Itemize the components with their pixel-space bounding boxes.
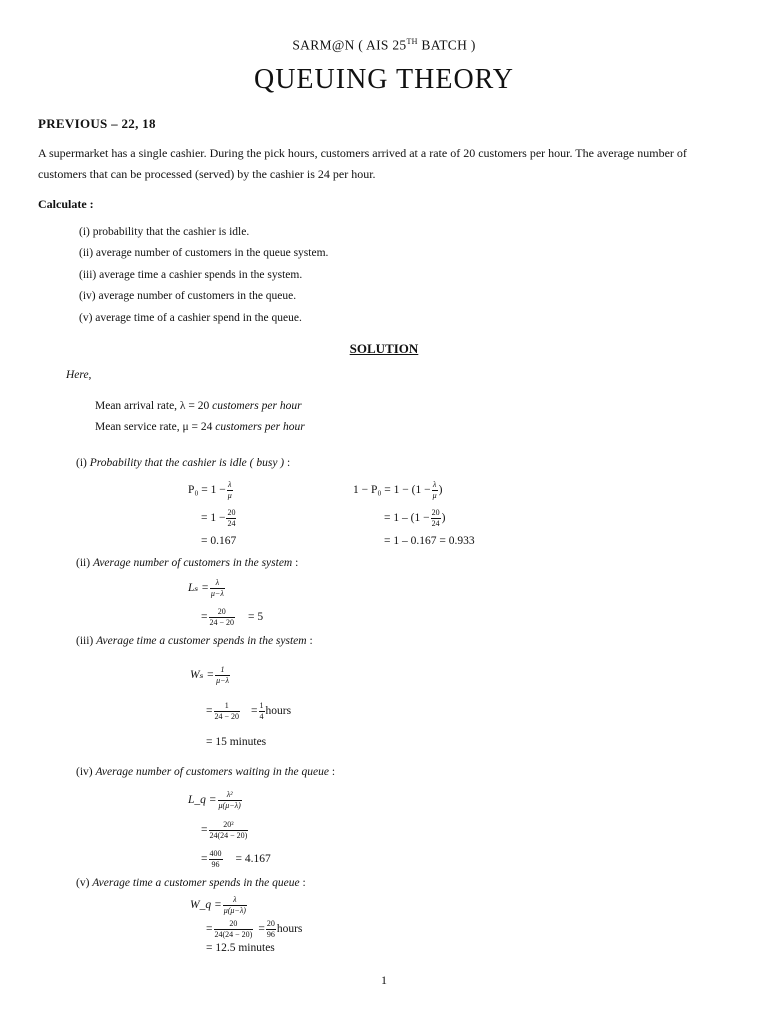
- wq-substitution: = $\frac{20}{24(24 - 20)}$ = $\frac{20}{96}$ hours: [206, 919, 303, 939]
- ls-substitution: = $\frac{20}{24 - 20}$ = 5: [201, 607, 264, 627]
- ws-result: = 15 minutes: [206, 736, 267, 748]
- p0-result: = 0.167: [201, 535, 237, 547]
- part-2-heading: (ii) Average number of customers in the system :: [76, 557, 299, 569]
- wq-result: = 12.5 minutes: [206, 942, 275, 954]
- problem-statement: A supermarket has a single cashier. During the pick hours, customers arrived at a rate of 20 customers per hour. The average number of customers that can be processed (served) by the cashier is 24 per hour.: [38, 146, 687, 181]
- part-4-heading: (iv) Average number of customers waiting in the queue :: [76, 766, 336, 778]
- ws-equation: Wₛ = $\frac{1}{\mu-\lambda}$: [190, 665, 229, 685]
- service-rate: Mean service rate, μ = 24 customers per hour: [95, 421, 305, 433]
- lq-result: = $\frac{400}{96}$ = 4.167: [201, 849, 271, 869]
- part-5-heading: (v) Average time a customer spends in the queue :: [76, 877, 306, 889]
- question-item: (ii) average number of customers in the queue system.: [79, 247, 329, 259]
- p0-equation: P₀ = 1 − $\frac{\lambda}{\mu}$: [188, 480, 232, 500]
- p0-substitution: = 1 − $\frac{20}{24}$: [201, 508, 236, 528]
- busy-result: = 1 – 0.167 = 0.933: [384, 535, 475, 547]
- solution-heading: SOLUTION: [349, 341, 419, 356]
- ws-substitution: = $\frac{1}{24 - 20}$ = $\frac{1}{4}$ hours: [206, 701, 292, 721]
- previous-years: PREVIOUS – 22, 18: [38, 116, 156, 131]
- page-header: SARM@N ( AIS 25TH BATCH ): [292, 37, 476, 53]
- wq-equation: W_q = $\frac{\lambda}{\mu(\mu-\lambda)}$: [190, 895, 246, 915]
- busy-equation: 1 − P₀ = 1 − (1 − $\frac{\lambda}{\mu}$ ): [353, 480, 443, 500]
- here-label: Here,: [66, 369, 92, 381]
- question-item: (i) probability that the cashier is idle.: [79, 226, 250, 238]
- question-item: (iii) average time a cashier spends in the system.: [79, 269, 303, 281]
- lq-substitution: = $\frac{\text{20²}}{24(24 - 20)}$: [201, 820, 248, 840]
- busy-substitution: = 1 – (1 − $\frac{20}{24}$ ): [384, 508, 446, 528]
- ls-equation: Lₛ = $\frac{\lambda}{\mu-\lambda}$: [188, 578, 224, 598]
- calculate-label: Calculate :: [38, 197, 94, 211]
- question-item: (v) average time of a cashier spend in the queue.: [79, 312, 302, 324]
- arrival-rate: Mean arrival rate, λ = 20 customers per hour: [95, 400, 302, 412]
- question-item: (iv) average number of customers in the queue.: [79, 290, 297, 302]
- page-number: 1: [381, 973, 387, 987]
- lq-equation: L_q = $\frac{\text{λ²}}{\mu(\mu-\lambda)}$: [188, 790, 241, 810]
- part-3-heading: (iii) Average time a customer spends in the system :: [76, 635, 313, 647]
- part-1-heading: (i) Probability that the cashier is idle ( busy ) :: [76, 457, 291, 469]
- document-title: QUEUING THEORY: [253, 64, 515, 95]
